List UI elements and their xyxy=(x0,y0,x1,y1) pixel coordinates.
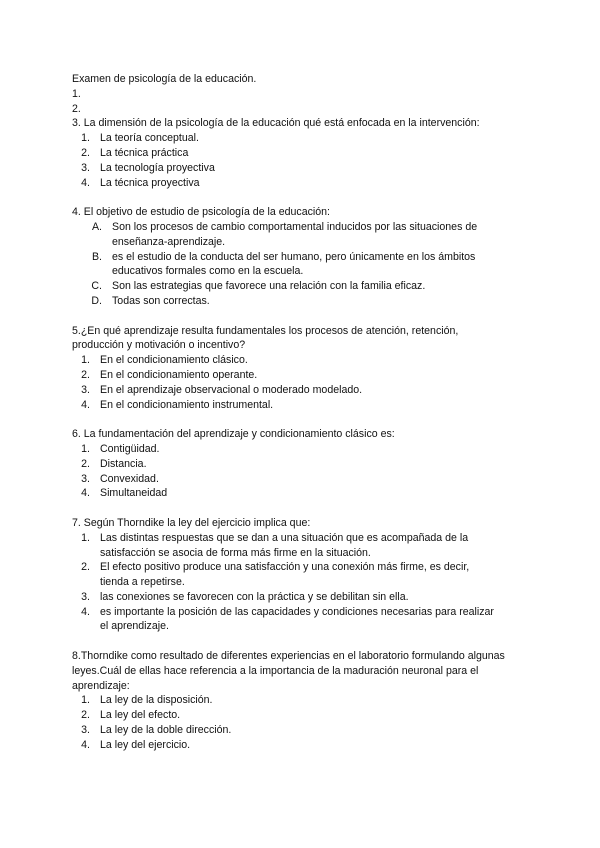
option-label: 1. xyxy=(81,354,90,367)
question-5-stem-line-1: 5.¿En qué aprendizaje resulta fundamentales los procesos de atención, retención, xyxy=(72,324,459,337)
option-label: 1. xyxy=(81,694,90,707)
question-8 xyxy=(72,649,528,753)
option-text-line: enseñanza-aprendizaje. xyxy=(112,235,226,248)
option-text: En el condicionamiento instrumental. xyxy=(100,398,274,411)
option-text: Distancia. xyxy=(100,457,147,470)
option-label: 3. xyxy=(81,724,90,737)
question-5-option-1 xyxy=(72,353,528,368)
question-6 xyxy=(72,427,528,501)
exam-title: Examen de psicología de la educación. xyxy=(72,73,257,85)
question-3-option-1 xyxy=(72,131,528,146)
question-5-option-2 xyxy=(72,368,528,383)
question-5-option-4 xyxy=(72,398,528,413)
option-text: En el aprendizaje observacional o moderado modelado. xyxy=(100,383,363,396)
option-text: La técnica proyectiva xyxy=(100,176,200,189)
option-label: C. xyxy=(91,280,102,293)
question-4-option-c xyxy=(72,279,528,294)
question-7-stem: 7. Según Thorndike la ley del ejercicio implica que: xyxy=(72,516,311,529)
option-text-line: el aprendizaje. xyxy=(100,620,169,633)
option-text xyxy=(100,531,528,561)
option-text: La tecnología proyectiva xyxy=(100,161,215,174)
option-label: 3. xyxy=(81,383,90,396)
option-label: D. xyxy=(91,294,102,307)
option-text: Son las estrategias que favorece una relación con la familia eficaz. xyxy=(112,280,426,293)
option-label: 4. xyxy=(81,605,90,618)
option-label: 4. xyxy=(81,738,90,751)
option-label: 1. xyxy=(81,442,90,455)
question-5 xyxy=(72,324,528,413)
option-text: La teoría conceptual. xyxy=(100,132,199,145)
option-text: Todas son correctas. xyxy=(112,294,210,307)
question-4 xyxy=(72,205,528,309)
question-3-option-2 xyxy=(72,146,528,161)
option-text: En el condicionamiento clásico. xyxy=(100,354,248,367)
option-text: La ley de la doble dirección. xyxy=(100,724,232,737)
question-6-option-3 xyxy=(72,472,528,487)
option-label: 2. xyxy=(81,561,90,574)
question-4-option-d xyxy=(72,294,528,309)
option-label: 2. xyxy=(81,457,90,470)
question-5-option-3 xyxy=(72,383,528,398)
question-7-option-3 xyxy=(72,590,528,605)
option-label: 4. xyxy=(81,487,90,500)
question-8-option-4 xyxy=(72,738,528,753)
option-text xyxy=(100,605,528,635)
option-text-line: satisfacción se asocia de forma más firme en la situación. xyxy=(100,546,371,559)
question-3-option-4 xyxy=(72,176,528,191)
question-7-option-1 xyxy=(72,531,528,561)
question-3-option-3 xyxy=(72,161,528,176)
option-label: A. xyxy=(91,220,102,233)
option-text: En el condicionamiento operante. xyxy=(100,368,258,381)
option-label: 3. xyxy=(81,161,90,174)
option-label: 3. xyxy=(81,472,90,485)
option-label: 2. xyxy=(81,709,90,722)
option-text-line: Son los procesos de cambio comportamental inducidos por las situaciones de xyxy=(112,220,478,233)
question-8-stem-line-2: leyes.Cuál de ellas hace referencia a la importancia de la maduración neuronal para el xyxy=(72,664,479,677)
exam-content xyxy=(72,72,528,753)
question-4-option-a xyxy=(72,220,528,250)
question-7 xyxy=(72,516,528,634)
question-7-option-2 xyxy=(72,560,528,590)
option-text-line: es el estudio de la conducta del ser humano, pero únicamente en los ámbitos xyxy=(112,250,476,263)
question-6-option-4 xyxy=(72,486,528,501)
option-text-line: es importante la posición de las capacidades y condiciones necesarias para realizar xyxy=(100,605,494,618)
option-label: 4. xyxy=(81,398,90,411)
option-text-line: Las distintas respuestas que se dan a una situación que es acompañada de la xyxy=(100,531,469,544)
option-text-line: tienda a repetirse. xyxy=(100,576,185,589)
question-6-stem: 6. La fundamentación del aprendizaje y condicionamiento clásico es: xyxy=(72,428,395,441)
option-label: 2. xyxy=(81,368,90,381)
option-text xyxy=(112,250,528,280)
option-text: La ley del ejercicio. xyxy=(100,738,191,751)
option-text: Convexidad. xyxy=(100,472,159,485)
blank-item-1: 1. xyxy=(72,87,81,100)
option-label: 3. xyxy=(81,590,90,603)
option-text: las conexiones se favorecen con la práctica y se debilitan sin ella. xyxy=(100,590,409,603)
option-text xyxy=(112,220,528,250)
question-4-option-b xyxy=(72,250,528,280)
option-label: 1. xyxy=(81,531,90,544)
option-text-line: El efecto positivo produce una satisfacción y una conexión más firme, es decir, xyxy=(100,561,470,574)
option-text: Simultaneidad xyxy=(100,487,168,500)
question-5-stem-line-2: producción y motivación o incentivo? xyxy=(72,339,246,352)
question-8-option-3 xyxy=(72,723,528,738)
option-text: Contigüidad. xyxy=(100,442,160,455)
question-7-option-4 xyxy=(72,605,528,635)
option-label: 4. xyxy=(81,176,90,189)
question-3-stem: 3. La dimensión de la psicología de la educación qué está enfocada en la intervención: xyxy=(72,117,480,130)
option-text: La ley de la disposición. xyxy=(100,694,213,707)
option-text: La técnica práctica xyxy=(100,146,189,159)
option-label: B. xyxy=(91,250,102,263)
blank-item-2: 2. xyxy=(72,102,81,115)
option-text xyxy=(100,560,528,590)
option-text-line: educativos formales como en la escuela. xyxy=(112,265,304,278)
question-8-stem-line-3: aprendizaje: xyxy=(72,679,130,692)
question-6-option-1 xyxy=(72,442,528,457)
option-label: 1. xyxy=(81,132,90,145)
question-8-option-2 xyxy=(72,708,528,723)
option-label: 2. xyxy=(81,146,90,159)
option-text: La ley del efecto. xyxy=(100,709,181,722)
question-8-option-1 xyxy=(72,693,528,708)
question-4-stem: 4. El objetivo de estudio de psicología de la educación: xyxy=(72,206,330,219)
question-3 xyxy=(72,116,528,190)
question-8-stem-line-1: 8.Thorndike como resultado de diferentes experiencias en el laboratorio formulando algunas xyxy=(72,650,505,663)
question-6-option-2 xyxy=(72,457,528,472)
